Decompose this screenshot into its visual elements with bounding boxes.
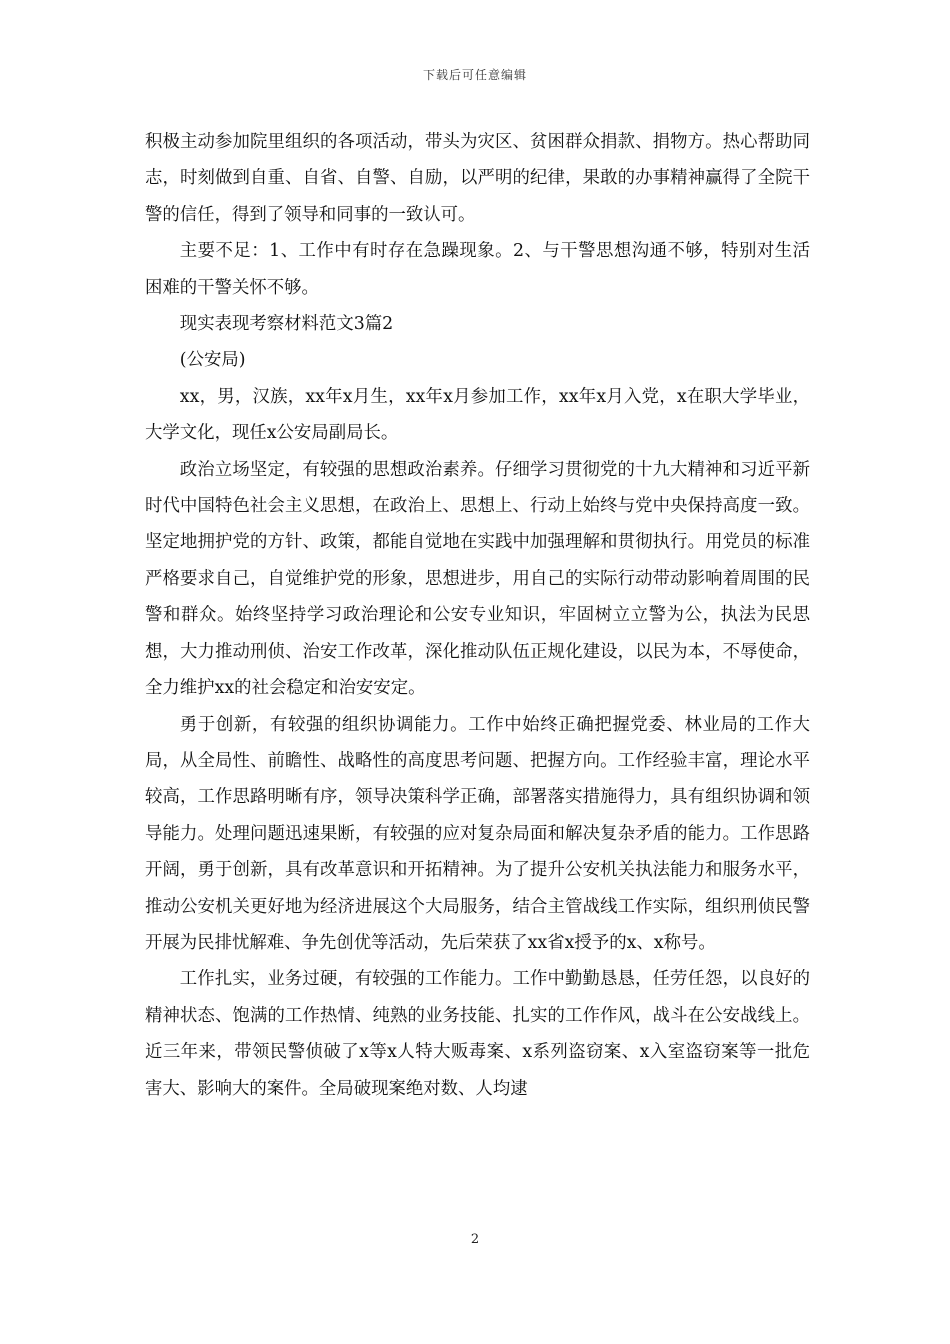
paragraph-shortcomings: 主要不足：1、工作中有时存在急躁现象。2、与干警思想沟通不够，特别对生活困难的干警关怀不够。 — [145, 241, 810, 298]
paragraph-political-stance: 政治立场坚定，有较强的思想政治素养。仔细学习贯彻党的十九大精神和习近平新时代中国特色社会主义思想，在政治上、思想上、行动上始终与党中央保持高度一致。坚定地拥护党的方针、政策，都能自觉地在实践中加强理解和贯彻执行。用党员的标准严格要求自己，自觉维护党的形象，思想进步，用自己的实际行动带动影响着周围的民警和群众。始终坚持学习政治理论和公安专业知识，牢固树立立警为公，执法为民思想，大力推动刑侦、治安工作改革，深化推动队伍正规化建设，以民为本，不辱使命，全力维护xx的社会稳定和治安安定。 — [145, 459, 810, 699]
section-title: 现实表现考察材料范文3篇2 — [179, 314, 394, 335]
paragraph-personal-info: xx，男，汉族，xx年x月生，xx年x月参加工作，xx年x月入党，x在职大学毕业，大学文化，现任x公安局副局长。 — [145, 386, 810, 444]
paragraph-work-ability: 工作扎实，业务过硬，有较强的工作能力。工作中勤勤恳恳，任劳任怨，以良好的精神状态、饱满的工作热情、纯熟的业务技能、扎实的工作作风，战斗在公安战线上。近三年来，带领民警侦破了x等x人特大贩毒案、x系列盗窃案、x入室盗窃案等一批危害大、影响大的案件。全局破现案绝对数、人均逮 — [145, 969, 810, 1099]
paragraph-continuation: 积极主动参加院里组织的各项活动，带头为灾区、贫困群众捐款、捐物方。热心帮助同志，时刻做到自重、自省、自警、自励，以严明的纪律，果敢的办事精神赢得了全院干警的信任，得到了领导和同事的一致认可。 — [145, 132, 810, 225]
section-subtitle: (公安局) — [179, 350, 246, 371]
page-header: 下载后可任意编辑 — [422, 68, 527, 82]
paragraph-innovation: 勇于创新，有较强的组织协调能力。工作中始终正确把握党委、林业局的工作大局，从全局性、前瞻性、战略性的高度思考问题、把握方向。工作经验丰富，理论水平较高，工作思路明晰有序，领导决策科学正确，部署落实措施得力，具有组织协调和领导能力。处理问题迅速果断，有较强的应对复杂局面和解决复杂矛盾的能力。工作思路开阔，勇于创新，具有改革意识和开拓精神。为了提升公安机关执法能力和服务水平，推动公安机关更好地为经济进展这个大局服务，结合主管战线工作实际，组织刑侦民警开展为民排忧解难、争先创优等活动，先后荣获了xx省x授予的x、x称号。 — [145, 714, 810, 953]
page-number: 2 — [470, 1232, 480, 1247]
document-body — [145, 124, 810, 1107]
